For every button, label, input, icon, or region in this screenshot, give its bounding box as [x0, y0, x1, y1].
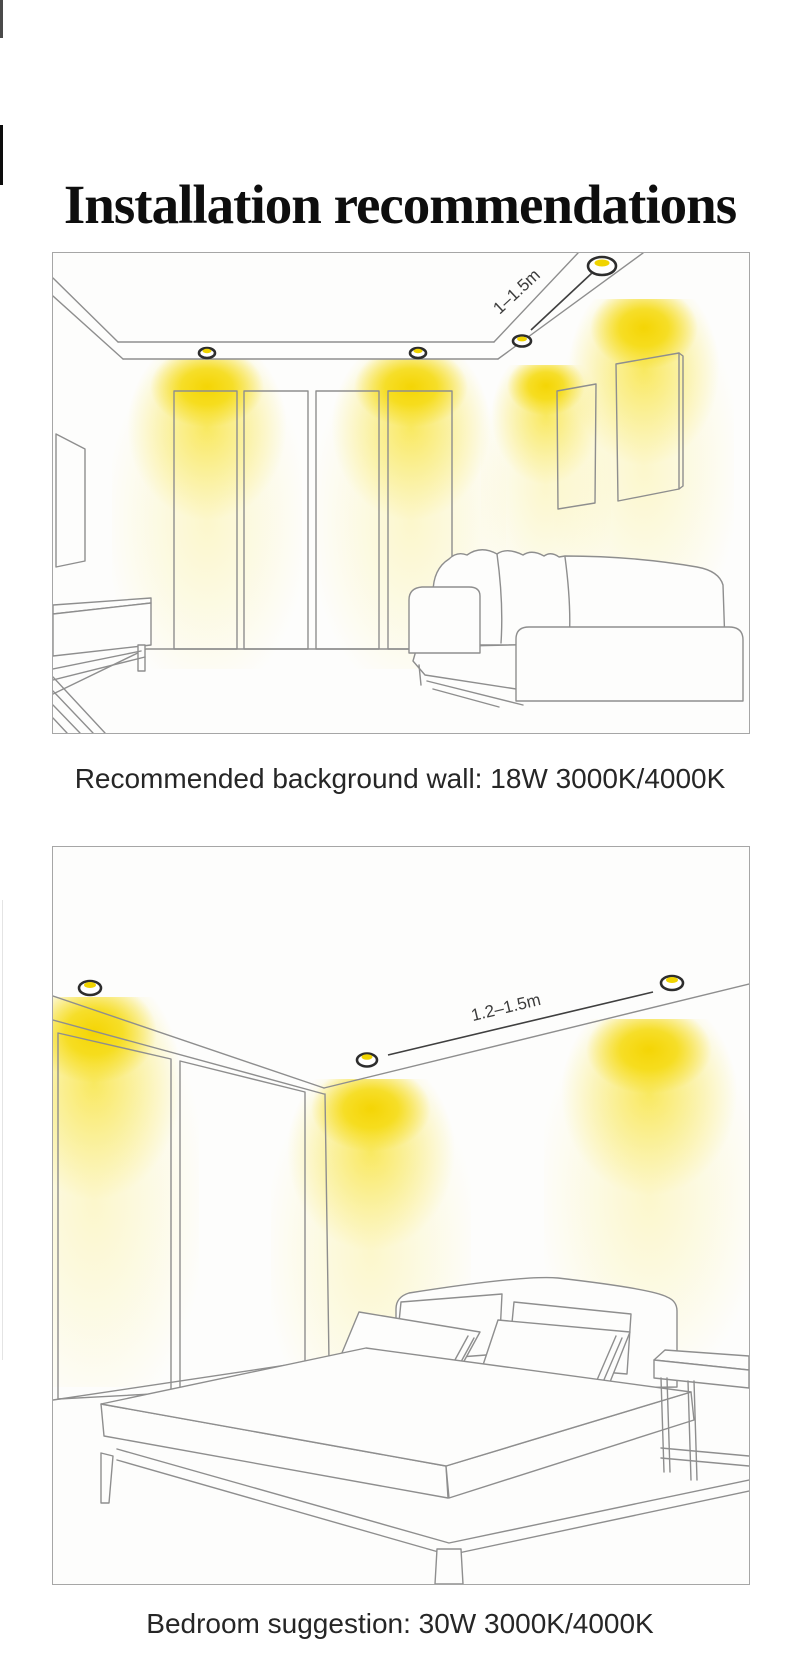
downlight-icon [199, 348, 215, 358]
sofa [409, 550, 743, 707]
downlight-icon [79, 981, 101, 995]
spacing-dimension-label: 1.2–1.5m [469, 990, 543, 1026]
page-title: Installation recommendations [63, 173, 737, 235]
ceiling-lines [53, 253, 643, 359]
figure-living-room [52, 252, 750, 734]
downlight-icon [357, 1054, 377, 1067]
wardrobe-doors [58, 1033, 305, 1399]
tv-cabinet [53, 598, 151, 680]
living-room-illustration [53, 253, 749, 733]
wall-pictures [557, 353, 683, 509]
downlight-icons [79, 976, 683, 1067]
figure-bedroom [52, 846, 750, 1585]
downlight-icon [410, 348, 426, 358]
bed-leg [101, 1453, 113, 1503]
edge-artifact-top [0, 0, 3, 38]
bedroom-illustration [53, 847, 749, 1584]
nightstand [654, 1350, 749, 1480]
bed [101, 1278, 749, 1584]
edge-artifact-faint-line [2, 900, 3, 1360]
figure-caption: Recommended background wall: 18W 3000K/4000K [74, 763, 726, 794]
downlight-icon [661, 976, 683, 990]
spacing-dimension-label: 1–1.5m [489, 265, 544, 318]
floor-lines [53, 649, 453, 733]
figure-caption: Bedroom suggestion: 30W 3000K/4000K [146, 1608, 654, 1639]
downlight-icons [199, 257, 616, 358]
downlight-icon [513, 336, 531, 347]
tv-panel [56, 434, 85, 567]
bed-leg [435, 1549, 463, 1584]
downlight-icon [588, 257, 616, 275]
